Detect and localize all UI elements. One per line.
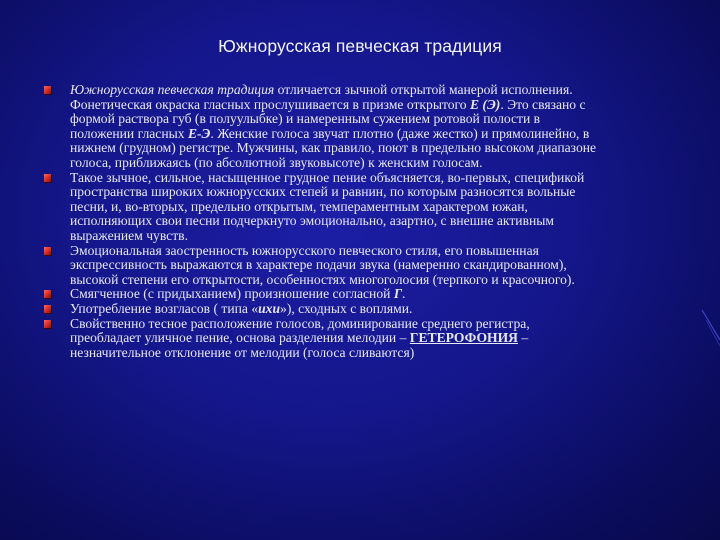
bullet-icon xyxy=(44,290,51,298)
decorative-lines xyxy=(700,300,720,360)
bullet-text-italic: Южнорусская певческая традиция xyxy=(70,82,275,97)
bullet-icon xyxy=(44,247,51,255)
bullet-item xyxy=(44,317,604,361)
slide-title: Южнорусская певческая традиция xyxy=(218,36,502,56)
bullet-item xyxy=(44,83,604,171)
bullet-text: Эмоциональная заостренность южнорусского певческого стиля, его повышенная экспрессивность выражаются в характере подачи звука (намеренно скандированном), высокой степени его открытости, особенностях многоголосия (терпкого и красочного). xyxy=(70,242,575,287)
consonant-highlight: Г xyxy=(393,286,403,302)
vowel-highlight: Е (Э) xyxy=(469,96,501,112)
term-highlight: ГЕТЕРОФОНИЯ xyxy=(409,330,518,346)
bullet-text: Употребление возгласов ( типа « xyxy=(70,300,259,316)
bullet-text: . Женские голоса звучат плотно (даже жестко) и прямолинейно, в нижнем (грудном) регистре. Мужчины, как правило, поют в предельно высоком диапазоне голоса, приближаясь (по абсолютной звуковысоте) к женским голосам. xyxy=(70,125,597,170)
bullet-item xyxy=(44,302,604,317)
bullet-icon xyxy=(44,320,51,328)
bullet-icon xyxy=(44,305,51,313)
exclamation-highlight: ихи xyxy=(258,300,281,316)
bullet-item xyxy=(44,244,604,288)
bullet-text: – незначительное отклонение от мелодии (голоса сливаются) xyxy=(70,330,529,360)
bullet-text: . xyxy=(402,286,406,302)
bullet-text: Такое зычное, сильное, насыщенное грудное пение объясняется, во-первых, спецификой пространства широких южнорусских степей и равнин, по которым разносятся вольные песни, и, во-вторых, предельно открытым, темпераментным характером южан, исполняющих свои песни подчеркнуто эмоционально, азартно, с внешне активным выражением чувств. xyxy=(70,169,585,243)
bullet-text: Свойственно тесное расположение голосов, доминирование среднего регистра, преобладает уличное пение, основа разделения мелодии – xyxy=(70,315,530,346)
bullet-text: Смягченное (с придыханием) произношение согласной xyxy=(70,286,394,302)
bullet-text: »), сходных с воплями. xyxy=(280,300,413,316)
bullet-list xyxy=(44,83,604,360)
bullet-icon xyxy=(44,86,51,94)
bullet-text: отличается зычной открытой манерой исполнения. Фонетическая окраска гласных прослушивается в призме открытого xyxy=(70,82,573,112)
bullet-item xyxy=(44,287,604,302)
bullet-text: . Это связано с формой раствора губ (в полуулыбке) и намеренным сужением ротовой полости в положении гласных xyxy=(70,96,586,141)
vowel-highlight: Е-Э xyxy=(187,125,211,141)
bullet-item xyxy=(44,171,604,244)
bullet-icon xyxy=(44,174,51,182)
